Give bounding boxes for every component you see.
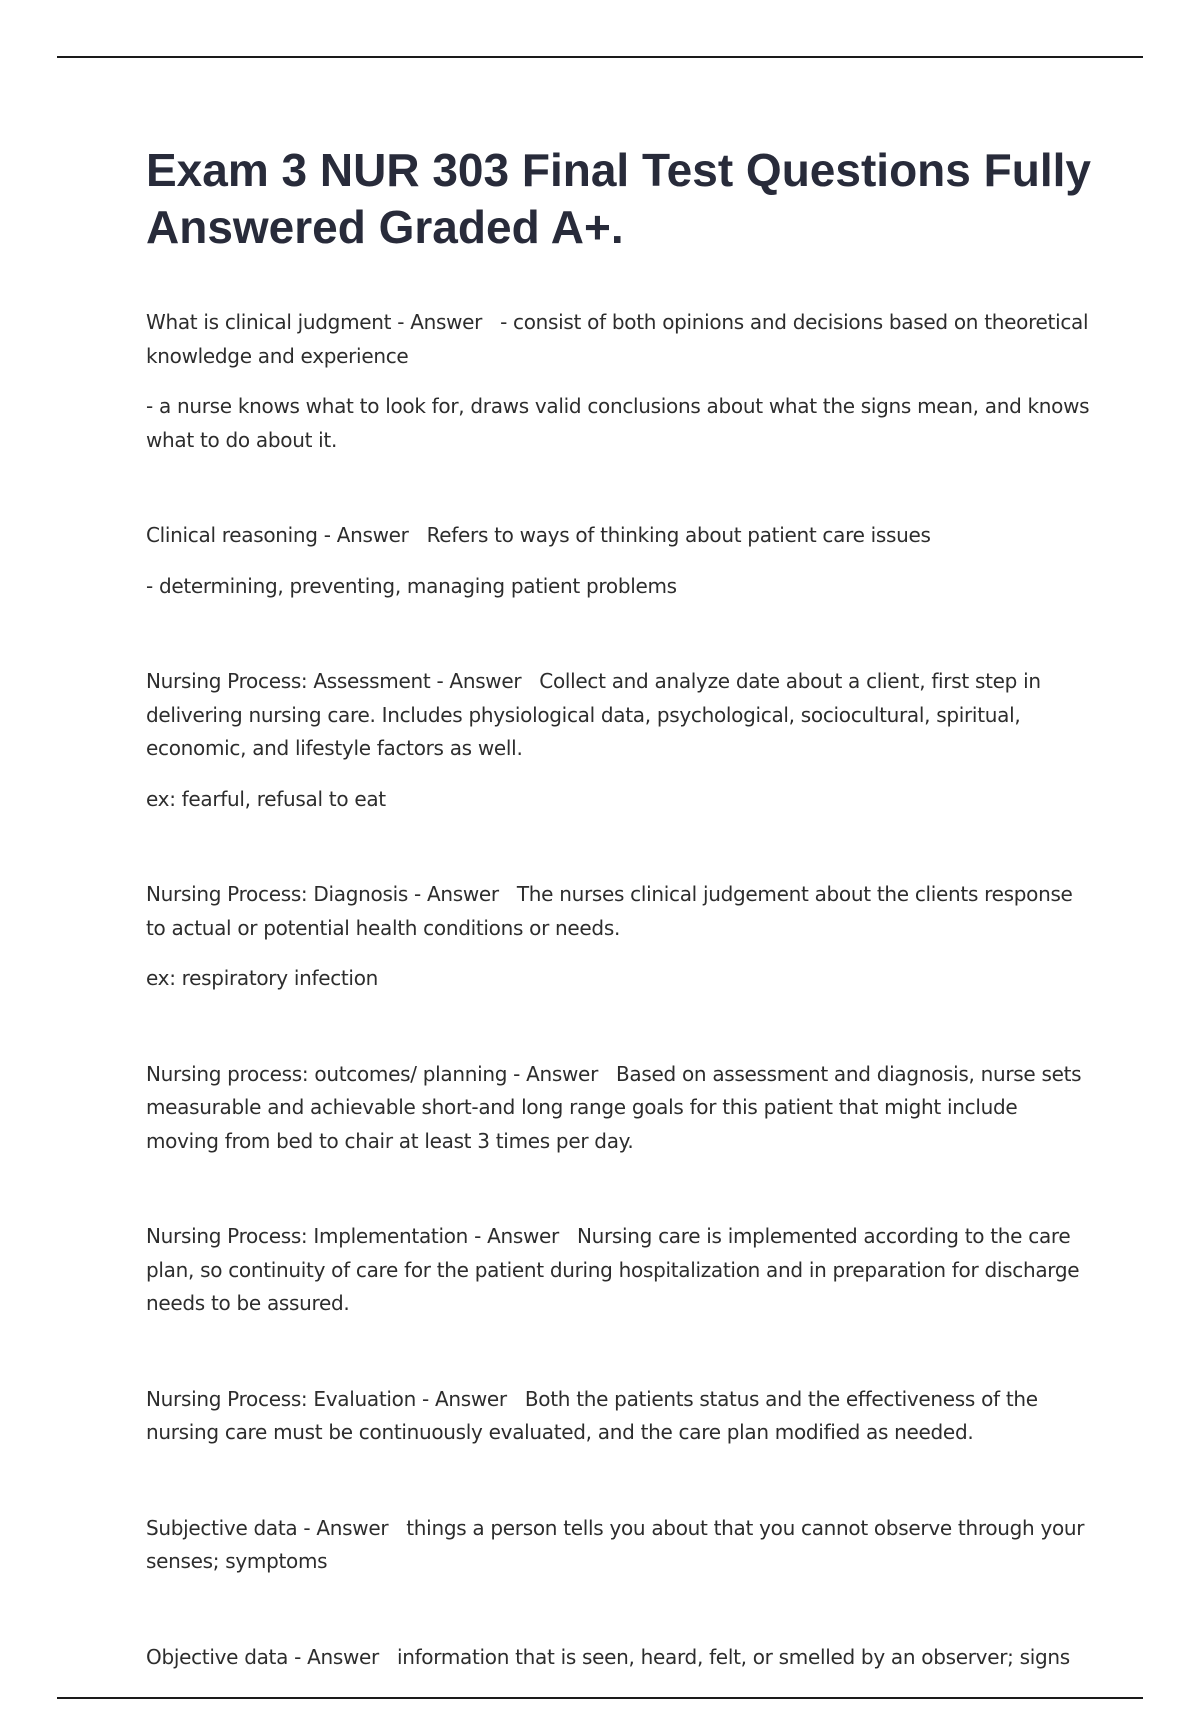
qa-question-answer	[146, 1058, 1096, 1159]
bottom-divider	[57, 1697, 1143, 1699]
question-text: Nursing process: outcomes/ planning - Answer	[146, 1061, 598, 1086]
qa-item	[146, 1383, 1096, 1450]
qa-question-answer	[146, 1512, 1096, 1579]
answer-text: Nursing care is implemented according to the care plan, so continuity of care for the patient during hospitalization and in preparation for discharge needs to be assured.	[146, 1224, 1080, 1315]
document-body	[146, 142, 1096, 1736]
question-text: Nursing Process: Diagnosis - Answer	[146, 882, 499, 906]
question-text: Nursing Process: Implementation - Answer	[146, 1224, 559, 1248]
question-text: Subjective data - Answer	[146, 1515, 389, 1540]
qa-question-answer	[146, 519, 1096, 553]
question-text: Clinical reasoning - Answer	[146, 523, 409, 547]
qa-item	[146, 519, 1096, 603]
question-text: What is clinical judgment - Answer	[146, 310, 483, 334]
qa-item	[146, 1220, 1096, 1321]
qa-item	[146, 1512, 1096, 1579]
answer-detail: - determining, preventing, managing patient problems	[146, 573, 677, 598]
answer-text: Based on assessment and diagnosis, nurse sets measurable and achievable short-and long range goals for this patient that might include moving from bed to chair at least 3 times per day.	[146, 1061, 1082, 1153]
answer-text: things a person tells you about that you cannot observe through your senses; symptoms	[146, 1515, 1085, 1573]
answer-text: Both the patients status and the effectiveness of the nursing care must be continuously evaluated, and the care plan modified as needed.	[146, 1386, 1038, 1444]
qa-question-answer	[146, 1383, 1096, 1450]
qa-item	[146, 306, 1096, 457]
answer-detail: ex: respiratory infection	[146, 966, 379, 990]
question-text: Objective data - Answer	[146, 1644, 379, 1669]
answer-text: information that is seen, heard, felt, or smelled by an observer; signs	[396, 1644, 1070, 1669]
answer-text: The nurses clinical judgement about the clients response to actual or potential health conditions or needs.	[146, 882, 1073, 940]
answer-detail: - a nurse knows what to look for, draws valid conclusions about what the signs mean, and knows what to do about it.	[146, 394, 1090, 452]
qa-question-answer	[146, 1641, 1096, 1675]
document-title: Exam 3 NUR 303 Final Test Questions Fully Answered Graded A+.	[146, 144, 1091, 253]
answer-detail: ex: fearful, refusal to eat	[146, 786, 386, 811]
answer-text: - consist of both opinions and decisions based on theoretical knowledge and experience	[146, 310, 1089, 368]
qa-question-answer	[146, 878, 1096, 945]
top-divider	[57, 56, 1143, 58]
qa-question-answer	[146, 306, 1096, 373]
qa-item	[146, 1641, 1096, 1675]
answer-text: Refers to ways of thinking about patient care issues	[426, 523, 931, 547]
qa-item	[146, 1058, 1096, 1159]
qa-item	[146, 878, 1096, 996]
answer-text: Collect and analyze date about a client, first step in delivering nursing care. Includes physiological data, psychological, sociocultural, spiritual, economic, and lifestyle factors as well.	[146, 669, 1041, 760]
question-text: Nursing Process: Assessment - Answer	[146, 669, 522, 693]
qa-item	[146, 665, 1096, 816]
qa-question-answer	[146, 1220, 1096, 1321]
question-text: Nursing Process: Evaluation - Answer	[146, 1386, 507, 1411]
qa-question-answer	[146, 665, 1096, 766]
